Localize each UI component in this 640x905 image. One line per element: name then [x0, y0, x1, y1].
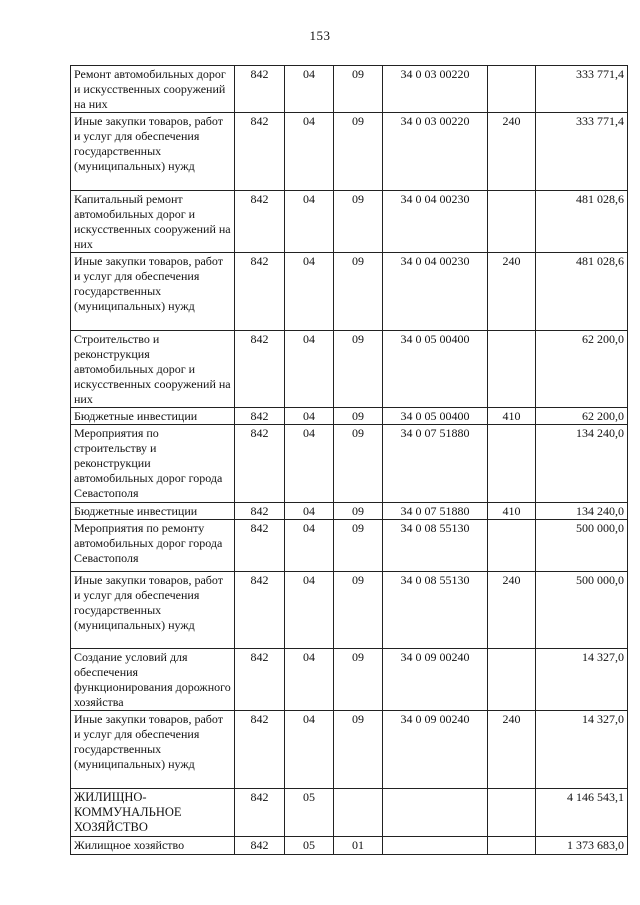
- row-subsection-code: 01: [334, 837, 383, 855]
- row-expense-type-code: [488, 837, 536, 855]
- row-section-code: 04: [285, 408, 334, 425]
- row-amount: 134 240,0: [536, 503, 628, 520]
- row-subsection-code: 09: [334, 520, 383, 572]
- row-expense-type-code: [488, 425, 536, 503]
- row-subsection-code: 09: [334, 649, 383, 711]
- row-amount: 481 028,6: [536, 191, 628, 253]
- budget-table: [70, 65, 628, 855]
- row-department-code: 842: [235, 711, 285, 789]
- table-row: [71, 789, 628, 837]
- row-target-article-code: 34 0 08 55130: [383, 520, 488, 572]
- row-department-code: 842: [235, 503, 285, 520]
- row-expense-type-code: 410: [488, 503, 536, 520]
- row-name-cell: Строительство и реконструкция автомобильных дорог и искусственных сооружений на них: [71, 331, 235, 408]
- table-row: [71, 113, 628, 191]
- row-section-code: 04: [285, 572, 334, 649]
- row-target-article-code: [383, 789, 488, 837]
- row-target-article-code: 34 0 03 00220: [383, 66, 488, 113]
- budget-table-body: [71, 66, 628, 855]
- row-department-code: 842: [235, 408, 285, 425]
- row-subsection-code: [334, 789, 383, 837]
- row-amount: 333 771,4: [536, 66, 628, 113]
- row-department-code: 842: [235, 837, 285, 855]
- row-target-article-code: [383, 837, 488, 855]
- row-target-article-code: 34 0 05 00400: [383, 331, 488, 408]
- table-row: [71, 408, 628, 425]
- row-section-code: 05: [285, 789, 334, 837]
- row-amount: 500 000,0: [536, 520, 628, 572]
- row-subsection-code: 09: [334, 331, 383, 408]
- row-subsection-code: 09: [334, 425, 383, 503]
- row-amount: 14 327,0: [536, 649, 628, 711]
- row-expense-type-code: [488, 191, 536, 253]
- row-name-cell: Мероприятия по ремонту автомобильных дорог города Севастополя: [71, 520, 235, 572]
- row-amount: 500 000,0: [536, 572, 628, 649]
- row-expense-type-code: [488, 520, 536, 572]
- table-row: [71, 520, 628, 572]
- table-row: [71, 711, 628, 789]
- row-target-article-code: 34 0 07 51880: [383, 503, 488, 520]
- page-number: 153: [309, 28, 331, 43]
- row-name-cell: Жилищное хозяйство: [71, 837, 235, 855]
- row-name-cell: Ремонт автомобильных дорог и искусственных сооружений на них: [71, 66, 235, 113]
- row-department-code: 842: [235, 425, 285, 503]
- row-amount: 1 373 683,0: [536, 837, 628, 855]
- row-amount: 62 200,0: [536, 408, 628, 425]
- row-expense-type-code: [488, 66, 536, 113]
- row-expense-type-code: [488, 331, 536, 408]
- row-expense-type-code: 240: [488, 572, 536, 649]
- row-expense-type-code: [488, 649, 536, 711]
- row-amount: 134 240,0: [536, 425, 628, 503]
- row-name-cell: ЖИЛИЩНО-КОММУНАЛЬНОЕ ХОЗЯЙСТВО: [71, 789, 235, 837]
- table-row: [71, 66, 628, 113]
- table-row: [71, 572, 628, 649]
- row-subsection-code: 09: [334, 408, 383, 425]
- table-row: [71, 649, 628, 711]
- row-target-article-code: 34 0 09 00240: [383, 711, 488, 789]
- row-section-code: 04: [285, 520, 334, 572]
- row-section-code: 05: [285, 837, 334, 855]
- table-row: [71, 837, 628, 855]
- row-name-cell: Капитальный ремонт автомобильных дорог и искусственных сооружений на них: [71, 191, 235, 253]
- table-row: [71, 425, 628, 503]
- row-name-cell: Иные закупки товаров, работ и услуг для обеспечения государственных (муниципальных) нужд: [71, 253, 235, 331]
- row-department-code: 842: [235, 331, 285, 408]
- row-subsection-code: 09: [334, 253, 383, 331]
- row-expense-type-code: 240: [488, 711, 536, 789]
- row-expense-type-code: 410: [488, 408, 536, 425]
- row-subsection-code: 09: [334, 503, 383, 520]
- row-department-code: 842: [235, 649, 285, 711]
- row-name-cell: Бюджетные инвестиции: [71, 503, 235, 520]
- table-row: [71, 331, 628, 408]
- row-expense-type-code: 240: [488, 113, 536, 191]
- row-subsection-code: 09: [334, 711, 383, 789]
- row-subsection-code: 09: [334, 113, 383, 191]
- row-subsection-code: 09: [334, 66, 383, 113]
- row-section-code: 04: [285, 113, 334, 191]
- row-section-code: 04: [285, 253, 334, 331]
- row-section-code: 04: [285, 503, 334, 520]
- table-row: [71, 191, 628, 253]
- row-amount: 481 028,6: [536, 253, 628, 331]
- row-section-code: 04: [285, 425, 334, 503]
- row-amount: 62 200,0: [536, 331, 628, 408]
- row-amount: 333 771,4: [536, 113, 628, 191]
- row-expense-type-code: 240: [488, 253, 536, 331]
- row-name-cell: Мероприятия по строительству и реконструкции автомобильных дорог города Севастополя: [71, 425, 235, 503]
- row-department-code: 842: [235, 253, 285, 331]
- row-name-cell: Иные закупки товаров, работ и услуг для обеспечения государственных (муниципальных) нужд: [71, 711, 235, 789]
- row-amount: 14 327,0: [536, 711, 628, 789]
- row-name-cell: Создание условий для обеспечения функционирования дорожного хозяйства: [71, 649, 235, 711]
- row-name-cell: Бюджетные инвестиции: [71, 408, 235, 425]
- row-target-article-code: 34 0 08 55130: [383, 572, 488, 649]
- row-department-code: 842: [235, 191, 285, 253]
- row-amount: 4 146 543,1: [536, 789, 628, 837]
- table-row: [71, 253, 628, 331]
- row-section-code: 04: [285, 649, 334, 711]
- row-section-code: 04: [285, 711, 334, 789]
- row-expense-type-code: [488, 789, 536, 837]
- row-department-code: 842: [235, 520, 285, 572]
- row-target-article-code: 34 0 04 00230: [383, 253, 488, 331]
- row-target-article-code: 34 0 03 00220: [383, 113, 488, 191]
- row-target-article-code: 34 0 09 00240: [383, 649, 488, 711]
- row-target-article-code: 34 0 07 51880: [383, 425, 488, 503]
- row-subsection-code: 09: [334, 572, 383, 649]
- row-name-cell: Иные закупки товаров, работ и услуг для обеспечения государственных (муниципальных) нужд: [71, 572, 235, 649]
- row-section-code: 04: [285, 191, 334, 253]
- row-name-cell: Иные закупки товаров, работ и услуг для обеспечения государственных (муниципальных) нужд: [71, 113, 235, 191]
- row-section-code: 04: [285, 331, 334, 408]
- row-department-code: 842: [235, 789, 285, 837]
- row-target-article-code: 34 0 04 00230: [383, 191, 488, 253]
- table-row: [71, 503, 628, 520]
- row-subsection-code: 09: [334, 191, 383, 253]
- row-target-article-code: 34 0 05 00400: [383, 408, 488, 425]
- row-department-code: 842: [235, 572, 285, 649]
- row-section-code: 04: [285, 66, 334, 113]
- row-department-code: 842: [235, 113, 285, 191]
- row-department-code: 842: [235, 66, 285, 113]
